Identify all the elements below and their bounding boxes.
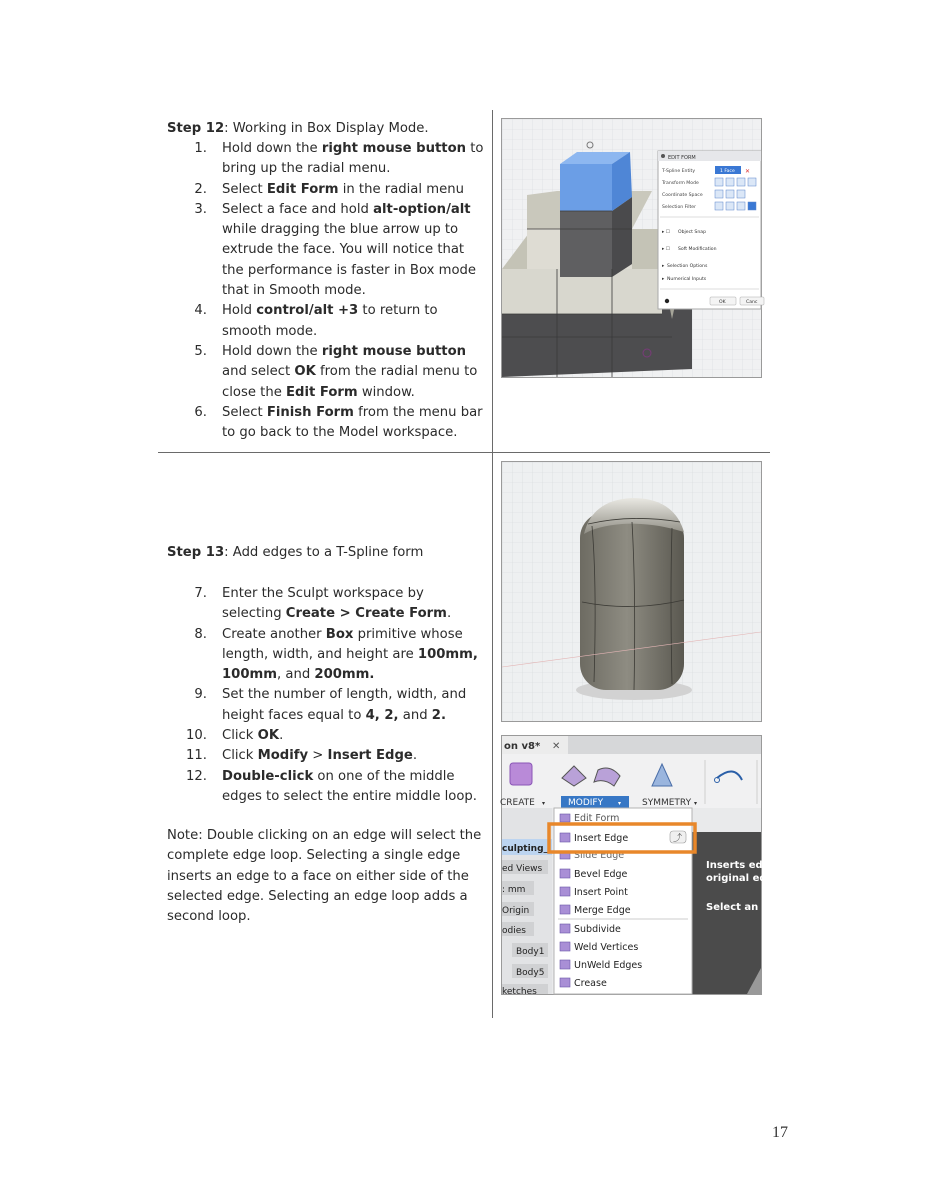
editform-ok-button[interactable]: OK bbox=[719, 300, 726, 305]
close-icon: ✕ bbox=[745, 168, 751, 175]
shortcut-icon: ⤴ bbox=[673, 834, 683, 844]
list-item bbox=[167, 685, 487, 726]
editform-cancel-button[interactable]: Canc bbox=[746, 300, 758, 305]
list-item-number: 12. bbox=[186, 768, 207, 784]
svg-text:▸: ▸ bbox=[662, 277, 665, 282]
list-item-text: Select bbox=[222, 181, 267, 197]
svg-text:▾: ▾ bbox=[542, 800, 546, 807]
list-item-text: Create another bbox=[222, 626, 326, 642]
browser-item-7[interactable]: ketches bbox=[502, 987, 537, 997]
list-item-text: Box bbox=[325, 626, 354, 642]
list-item bbox=[167, 180, 487, 200]
list-item-text: while dragging the blue arrow up to extrude the face. You will notice that the performance is faster in Box mode that in Smooth mode. bbox=[222, 222, 477, 299]
screenshot-tspline-box bbox=[501, 461, 762, 722]
svg-text:▾: ▾ bbox=[694, 800, 698, 807]
screenshot-box-display-mode bbox=[501, 118, 762, 378]
list-item-text: OK bbox=[294, 364, 316, 380]
tab-title[interactable]: on v8* bbox=[504, 741, 541, 752]
browser-item-3[interactable]: Origin bbox=[502, 906, 530, 916]
menu-item-weld-vertices[interactable]: Weld Vertices bbox=[574, 942, 639, 953]
list-item-number: 1. bbox=[194, 141, 207, 156]
editform-row-3: Selection Filter bbox=[662, 205, 697, 210]
table-horizontal-divider bbox=[158, 452, 770, 453]
note-paragraph: Note: Double clicking on an edge will select the complete edge loop. Selecting a single edge inserts an edge to a face on either side of the selected edge. Selecting an edge loop adds a second loop. bbox=[167, 828, 482, 925]
list-item-text: Hold down the bbox=[222, 343, 322, 359]
browser-item-5[interactable]: Body1 bbox=[516, 947, 545, 957]
fusion-ui bbox=[500, 736, 769, 997]
list-item-text: , and bbox=[277, 667, 315, 683]
edit-form-icon bbox=[560, 814, 570, 822]
toolbar-symmetry[interactable]: SYMMETRY bbox=[642, 798, 692, 808]
list-item bbox=[167, 767, 487, 808]
list-item-number: 9. bbox=[194, 687, 207, 703]
list-item-text: Hold bbox=[222, 303, 257, 319]
svg-text:▾: ▾ bbox=[618, 800, 622, 807]
list-item-text: Enter the Sculpt workspace by selecting bbox=[222, 586, 424, 622]
list-item-number: 4. bbox=[194, 303, 207, 319]
list-item-text: from the menu bar to go back to the Model workspace. bbox=[222, 404, 483, 441]
list-item bbox=[167, 342, 487, 403]
list-item-text: Select bbox=[222, 404, 267, 420]
list-item bbox=[167, 584, 487, 625]
list-item bbox=[167, 403, 487, 444]
insert-point-icon bbox=[560, 887, 570, 896]
screenshot-modify-menu bbox=[500, 735, 769, 997]
list-item-text: Finish Form bbox=[266, 404, 354, 420]
list-item-text: Modify bbox=[257, 748, 309, 764]
list-item-text: alt-option/alt bbox=[373, 201, 471, 217]
entity-badge: 1 Face bbox=[720, 169, 735, 174]
list-item-text: right mouse button bbox=[321, 141, 467, 156]
list-item-text: window. bbox=[357, 384, 415, 400]
step13-list bbox=[167, 584, 487, 807]
menu-item-subdivide[interactable]: Subdivide bbox=[574, 924, 621, 935]
list-item-text: Double-click bbox=[222, 768, 314, 784]
list-item-number: 6. bbox=[194, 404, 207, 420]
tooltip-line-2: original ed bbox=[706, 873, 767, 884]
browser-item-6[interactable]: Body5 bbox=[516, 968, 545, 978]
browser-item-4[interactable]: odies bbox=[502, 926, 526, 936]
tooltip-line-3: Select an e bbox=[706, 902, 769, 913]
list-item-text: Click bbox=[222, 748, 258, 764]
editform-row-2: Coordinate Space bbox=[662, 193, 703, 198]
list-item-text: and bbox=[398, 707, 432, 723]
list-item-text: to return to smooth mode. bbox=[222, 303, 438, 339]
list-item-number: 10. bbox=[186, 728, 207, 744]
toolbar-create[interactable]: CREATE bbox=[500, 798, 535, 808]
list-item-text: > bbox=[308, 748, 328, 764]
list-item-text: primitive whose length, width, and height are bbox=[222, 626, 463, 662]
menu-item-insert-point[interactable]: Insert Point bbox=[574, 887, 628, 898]
editform-header: EDIT FORM bbox=[668, 155, 696, 161]
list-item-number: 3. bbox=[194, 201, 207, 217]
list-item-text: from the radial menu to close the bbox=[222, 364, 478, 400]
section-object-snap: Object Snap bbox=[678, 230, 706, 235]
list-item-text: on one of the middle edges to select the entire middle loop. bbox=[222, 768, 477, 804]
step12-title: : Working in Box Display Mode. bbox=[224, 121, 429, 136]
subdivide-icon bbox=[560, 924, 570, 933]
list-item bbox=[167, 746, 487, 766]
box-mode-viewport bbox=[502, 119, 761, 377]
step13-title: : Add edges to a T-Spline form bbox=[224, 545, 424, 560]
menu-item-slide-edge[interactable]: Slide Edge bbox=[574, 850, 625, 861]
toolbar-modify[interactable]: MODIFY bbox=[568, 798, 604, 808]
list-item-text: Set the number of length, width, and height faces equal to bbox=[222, 687, 467, 723]
page-number: 17 bbox=[772, 1124, 788, 1141]
section-selection-options: Selection Options bbox=[667, 264, 708, 269]
browser-item-0[interactable]: culpting_ bbox=[502, 844, 549, 854]
menu-item-merge-edge[interactable]: Merge Edge bbox=[574, 905, 631, 916]
tspline-viewport bbox=[502, 462, 761, 721]
list-item-number: 5. bbox=[194, 343, 207, 359]
section-numerical-inputs: Numerical Inputs bbox=[667, 277, 707, 282]
svg-text:▸ ☐: ▸ ☐ bbox=[662, 230, 670, 235]
list-item bbox=[167, 625, 487, 686]
list-item bbox=[167, 301, 487, 342]
svg-text:▸ ☐: ▸ ☐ bbox=[662, 247, 670, 252]
browser-item-1[interactable]: ed Views bbox=[502, 864, 543, 874]
weld-vertices-icon bbox=[560, 942, 570, 951]
list-item-text: 100mm, 100mm bbox=[222, 646, 478, 683]
bevel-edge-icon bbox=[560, 869, 570, 878]
list-item-text: Click bbox=[222, 728, 258, 744]
list-item-number: 7. bbox=[194, 586, 207, 601]
menu-item-unweld-edges[interactable]: UnWeld Edges bbox=[574, 960, 643, 971]
list-item-text: . bbox=[446, 606, 452, 622]
table-vertical-divider bbox=[492, 110, 493, 1018]
merge-edge-icon bbox=[560, 905, 570, 914]
list-item bbox=[167, 726, 487, 746]
insert-edge-icon bbox=[560, 833, 570, 842]
list-item bbox=[167, 200, 487, 301]
menu-item-crease[interactable]: Crease bbox=[574, 978, 607, 989]
menu-item-bevel-edge[interactable]: Bevel Edge bbox=[574, 869, 628, 880]
list-item-text: and select bbox=[222, 364, 295, 380]
list-item-text: . bbox=[279, 728, 284, 744]
list-item-text: Create > Create Form bbox=[285, 606, 447, 622]
crease-icon bbox=[560, 978, 570, 987]
list-item-number: 8. bbox=[194, 626, 207, 642]
list-item-text: 4, 2, bbox=[365, 707, 399, 723]
svg-text:▸: ▸ bbox=[662, 264, 665, 269]
step13-heading bbox=[167, 543, 423, 563]
list-item bbox=[167, 139, 487, 180]
list-item-text: right mouse button bbox=[321, 343, 467, 359]
list-item-text: OK bbox=[257, 728, 280, 744]
list-item-number: 11. bbox=[186, 748, 207, 764]
create-box-icon[interactable] bbox=[510, 763, 532, 785]
list-item-text: Hold down the bbox=[222, 141, 322, 156]
list-item-text: in the radial menu bbox=[338, 181, 464, 197]
step12-heading bbox=[167, 119, 429, 139]
list-item-text: Insert Edge bbox=[327, 748, 413, 764]
step12-list bbox=[167, 139, 487, 443]
tooltip-line-1: Inserts ed bbox=[706, 860, 763, 871]
section-soft-modification: Soft Modification bbox=[678, 247, 717, 252]
editform-row-1: Transform Mode bbox=[662, 181, 699, 186]
list-item-text: . bbox=[412, 748, 418, 764]
list-item-text: to bring up the radial menu. bbox=[222, 141, 484, 177]
tab-close-icon[interactable]: ✕ bbox=[552, 741, 561, 752]
list-item-text: Edit Form bbox=[286, 384, 358, 400]
list-item-number: 2. bbox=[194, 181, 207, 197]
unweld-edges-icon bbox=[560, 960, 570, 969]
menu-item-insert-edge[interactable]: Insert Edge bbox=[574, 833, 629, 844]
editform-row-0: T-Spline Entity bbox=[662, 169, 696, 174]
step13-label: Step 13 bbox=[167, 545, 225, 560]
list-item-text: 200mm. bbox=[314, 667, 375, 683]
list-item-text: Edit Form bbox=[266, 181, 339, 197]
list-item-text: control/alt +3 bbox=[256, 303, 359, 319]
list-item-text: Select a face and hold bbox=[222, 201, 374, 217]
step12-label: Step 12 bbox=[167, 121, 225, 136]
list-item-text: 2. bbox=[431, 707, 446, 723]
menu-item-edit-form[interactable]: Edit Form bbox=[574, 813, 620, 824]
browser-item-2[interactable]: : mm bbox=[502, 885, 526, 895]
